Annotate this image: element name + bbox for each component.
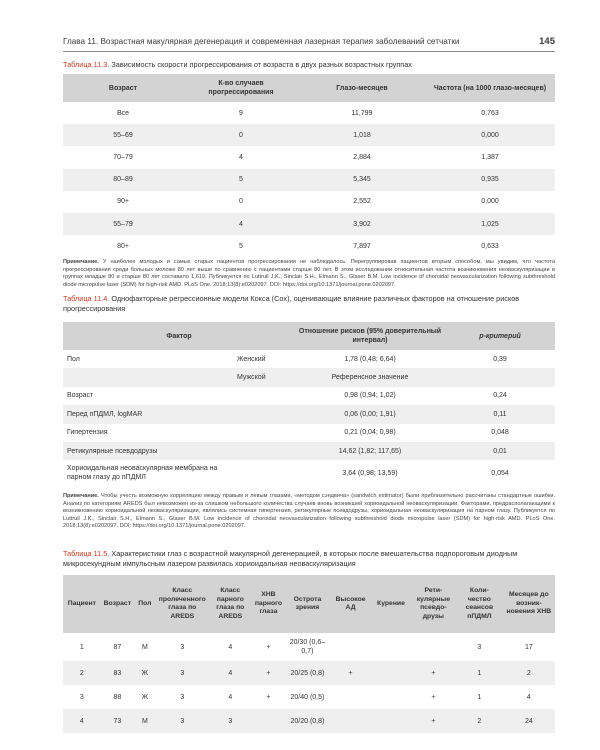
- table3-cell: +: [266, 693, 271, 701]
- table2-hazard-ratio: 3,64 (0,98; 13,59): [342, 469, 398, 477]
- table-row: [63, 460, 555, 486]
- table2-p-value: 0,39: [493, 355, 507, 363]
- table1-cell: 3,902: [353, 220, 371, 228]
- table1-cell: 0: [239, 198, 243, 206]
- table3-col-header: Рети-кулярные псевдо-друзы: [416, 587, 450, 620]
- table-row: [63, 235, 555, 257]
- table3-cell: +: [431, 717, 436, 725]
- table1-cell: 2,884: [353, 153, 371, 161]
- table2-col-header: Фактор: [166, 332, 192, 340]
- table-row: [63, 424, 555, 442]
- table1-cell: 80+: [117, 242, 129, 250]
- table1-header-row: [63, 74, 555, 102]
- table-row: [63, 685, 555, 709]
- table3-cell: 88: [113, 693, 122, 701]
- table1-title: Зависимость скорости прогрессирования от возраста в двух разных возрастных группах: [111, 60, 412, 69]
- table3-cell: [371, 633, 410, 661]
- table3-cell: Ж: [141, 669, 149, 677]
- table3-cell: 73: [113, 717, 122, 725]
- table1-cell: 55–69: [113, 131, 133, 139]
- table3-caption: [63, 549, 555, 569]
- table2-hazard-ratio: 0,98 (0,94; 1,02): [344, 392, 396, 400]
- running-header: [63, 36, 555, 52]
- table3-cell: М: [141, 717, 148, 725]
- table3-cell: 3: [180, 643, 185, 651]
- table3-cell: 1: [477, 669, 482, 677]
- table3-cell: [371, 709, 410, 733]
- table3-cell: 2: [526, 669, 531, 677]
- table3-cell: 3: [79, 693, 84, 701]
- table1-col-header: Частота (на 1000 глазо-месяцев): [433, 84, 547, 92]
- table3-cell: 4: [79, 717, 84, 725]
- table3-col-header: Острота зрения: [293, 595, 322, 611]
- table2-hazard-ratio: 1,78 (0,48; 6,64): [344, 355, 396, 363]
- table3-cell: 3: [477, 643, 482, 651]
- table2-hazard-ratio: 14,62 (1,82; 117,65): [338, 447, 402, 455]
- table3-cell: М: [141, 643, 148, 651]
- table1-cell: 4: [239, 220, 243, 228]
- table-row: [63, 442, 555, 460]
- table1-caption: [63, 60, 555, 70]
- table2-header-row: [63, 322, 555, 350]
- table3-col-header: Класс парного глаза по AREDS: [216, 587, 245, 620]
- table3-cell: [330, 709, 371, 733]
- table2-p-value: 0,24: [493, 392, 507, 400]
- table1: [63, 74, 555, 257]
- table-row: [63, 368, 555, 386]
- table1-cell: 0,763: [481, 109, 499, 117]
- table1-cell: 0: [239, 131, 243, 139]
- table3-cell: +: [266, 643, 271, 651]
- table2-title: Однофакторные регрессионные модели Кокса (Cox), оценивающие влияние различных факторов на отношение рисков прогрессирования: [63, 294, 520, 313]
- table1-col-header: Возраст: [108, 84, 138, 92]
- table3-col-header: Курение: [377, 599, 405, 607]
- table3-cell: +: [266, 669, 271, 677]
- table3-col-header: Высокое АД: [335, 595, 366, 611]
- table1-label: Таблица 11.3.: [63, 60, 110, 69]
- table3-header-row: [63, 575, 555, 633]
- table2-factor: Хориоидальная неоваскулярная мембрана на парном глазу до пПДМЛ: [67, 465, 218, 482]
- table1-cell: 5: [239, 176, 243, 184]
- table3-cell: +: [348, 669, 353, 677]
- table3-cell: 3: [180, 717, 185, 725]
- table2-label: Таблица 11.4.: [63, 294, 110, 303]
- table3-cell: [371, 661, 410, 685]
- table3-cell: [330, 633, 371, 661]
- table-row: [63, 661, 555, 685]
- table2-note-label: Примечание.: [63, 493, 99, 499]
- table2-p-value: 0,01: [493, 447, 507, 455]
- table1-cell: 0,633: [481, 242, 499, 250]
- table3-col-header: ХНВ парного глаза: [254, 591, 283, 616]
- table3-cell: 83: [113, 669, 122, 677]
- table1-cell: 70–79: [113, 153, 133, 161]
- table-row: [63, 146, 555, 168]
- table-row: [63, 350, 555, 368]
- table2-subgroup: Мужской: [237, 374, 266, 382]
- table2-p-value: [445, 368, 555, 386]
- table1-cell: 2,552: [353, 198, 371, 206]
- table3-col-header: Класс пролеченного глаза по AREDS: [158, 587, 206, 620]
- table-row: [63, 191, 555, 213]
- table1-cell: 9: [239, 109, 243, 117]
- table1-cell: 0,000: [481, 198, 499, 206]
- table3-label: Таблица 11.5.: [63, 549, 110, 558]
- table2-subgroup: [233, 442, 295, 460]
- table2-subgroup: [233, 460, 295, 486]
- table2-factor: [63, 368, 233, 386]
- table3: [63, 575, 555, 733]
- table1-cell: 1,387: [481, 153, 499, 161]
- table1-cell: 0,935: [481, 176, 499, 184]
- table3-cell: 3: [180, 693, 185, 701]
- table2-factor: Возраст: [67, 392, 94, 400]
- table3-cell: 1: [79, 643, 84, 651]
- table3-cell: 1: [477, 693, 482, 701]
- table3-cell: +: [431, 693, 436, 701]
- table3-cell: 4: [228, 643, 233, 651]
- table3-cell: 4: [228, 693, 233, 701]
- table2-subgroup: [233, 387, 295, 405]
- table1-cell: 5: [239, 242, 243, 250]
- table2-col-header: Отношение рисков (95% доверительный интервал): [298, 328, 442, 344]
- table3-cell: 17: [524, 643, 533, 651]
- table3-cell: 3: [228, 717, 233, 725]
- table3-cell: 2: [477, 717, 482, 725]
- table3-cell: [252, 709, 285, 733]
- table2-subgroup: Женский: [237, 355, 266, 363]
- page-number: 145: [539, 36, 555, 47]
- table2: [63, 322, 555, 486]
- table3-col-header: Коли-чество сеансов пПДМЛ: [465, 587, 494, 620]
- table-row: [63, 633, 555, 661]
- table2-factor: Перед пПДМЛ, logMAR: [67, 410, 143, 418]
- table3-cell: 87: [113, 643, 122, 651]
- table-row: [63, 709, 555, 733]
- table1-col-header: Глазо-месяцев: [336, 84, 388, 92]
- table1-cell: 55–79: [113, 220, 133, 228]
- table3-col-header: Пол: [138, 599, 152, 607]
- table-row: [63, 169, 555, 191]
- table1-cell: 90+: [117, 198, 129, 206]
- table3-cell: 20/20 (0,8): [290, 717, 325, 725]
- table2-subgroup: [233, 405, 295, 423]
- table2-caption: [63, 294, 555, 314]
- table3-cell: 2: [79, 669, 84, 677]
- chapter-title: Глава 11. Возрастная макулярная дегенерация и современная лазерная терапия заболеваний сетчатки: [63, 37, 460, 46]
- table2-p-value: 0,054: [491, 469, 509, 477]
- table3-col-header: Пациент: [67, 599, 96, 607]
- table3-cell: 3: [180, 669, 185, 677]
- table-row: [63, 405, 555, 423]
- table1-col-header: К-во случаев прогрессирования: [208, 80, 274, 96]
- table1-cell: Все: [116, 109, 130, 117]
- table1-note-label: Примечание.: [63, 259, 99, 265]
- table2-hazard-ratio: 0,06 (0,00; 1,91): [344, 410, 396, 418]
- table3-cell: 20/25 (0,8): [290, 669, 325, 677]
- table2-factor: Ретикулярные псевдодрузы: [67, 447, 158, 455]
- table1-note-text: У наиболее молодых и самых старых пациентов прогрессирования не наблюдалось. Перегруппировав пациентов вторым способом, мы увидим, что частота прогрессирования среди больных моложе 80 лет выше по сравнению с пациентами старше 80 лет. В этом исследовании относительная частота возникновения неоваскуляризации в группах младше 80 и старше 80 лет составило 1,619. Публикуется по Luttrull J.K., Sinclair S.H., Elmann S., Glaser B.M. Low incidence of choroidal neovascularization following subthreshold diode micropulse laser (SDM) for high-risk AMD. PLoS One. 2018;13(8):e0202097. DOI: https://doi.org/10.1371/journal.pone.0202097.: [63, 259, 555, 288]
- table1-cell: 0,000: [481, 131, 499, 139]
- table2-note-text: Чтобы учесть возможную корреляцию между правым и левым глазами, «методом сэндвича» (sandwich estimator) были приблизительно рассчитаны стандартные ошибки. Анализ по категориям AREDS был невозможен из-за слишком небольшого количества случаев вновь возникшей хориоидальной неоваскуляризации. Факторами, предрасполагающими к возникновению хориоидальной неоваскуляризации, являлись системная гипертензия, ретикулярные псевдодрузы, хориоидальная неоваскуляризация на парном глазу. Публикуется по Luttrull J.K., Sinclair S.H., Elmann S., Glaser B.M. Low incidence of choroidal neovascularization following subthreshold diode micropulse laser (SDM) for high-risk AMD. PLoS One. 2018;13(8):e0202097. DOI: https://doi.org/10.1371/journal.pone.0202097.: [63, 493, 556, 530]
- table3-cell: [330, 685, 371, 709]
- table2-factor: Гипертензия: [67, 429, 108, 437]
- table3-cell: +: [431, 669, 436, 677]
- table2-note: [63, 493, 555, 531]
- table3-title: Характеристики глаз с возрастной макулярной дегенерацией, в которых после вмешательства подпороговым диодным микросекундным импульсным лазером развилась хориоидальная неоваскуляризация: [63, 549, 518, 568]
- table2-factor: Пол: [67, 355, 80, 363]
- table-row: [63, 102, 555, 124]
- table3-cell: [371, 685, 410, 709]
- table1-cell: 4: [239, 153, 243, 161]
- table1-cell: 1,018: [353, 131, 371, 139]
- table3-col-header: Месяцев до возник-новения ХНВ: [506, 591, 552, 616]
- table1-note: [63, 259, 555, 289]
- table1-cell: 5,345: [353, 176, 371, 184]
- table-row: [63, 387, 555, 405]
- table-row: [63, 124, 555, 146]
- table1-cell: 1,025: [481, 220, 499, 228]
- table3-cell: Ж: [141, 693, 149, 701]
- table3-cell: 20/40 (0,5): [290, 693, 325, 701]
- table2-subgroup: [233, 424, 295, 442]
- table3-cell: 20/30 (0,6–0,7): [289, 639, 326, 655]
- table3-cell: [411, 633, 456, 661]
- table3-cell: 4: [526, 693, 531, 701]
- table2-p-value: 0,048: [491, 429, 509, 437]
- table2-hazard-ratio: 0,21 (0,04; 0,98): [344, 429, 396, 437]
- table1-cell: 7,897: [353, 242, 371, 250]
- table3-cell: 24: [524, 717, 533, 725]
- table3-cell: 4: [228, 669, 233, 677]
- table2-col-header: p-критерий: [479, 332, 521, 340]
- table2-hazard-ratio: Референсное значение: [331, 374, 409, 382]
- table1-cell: 80–89: [113, 176, 133, 184]
- table3-col-header: Возраст: [103, 599, 132, 607]
- table1-cell: 11,799: [351, 109, 373, 117]
- table-row: [63, 213, 555, 235]
- table2-p-value: 0,11: [493, 410, 507, 418]
